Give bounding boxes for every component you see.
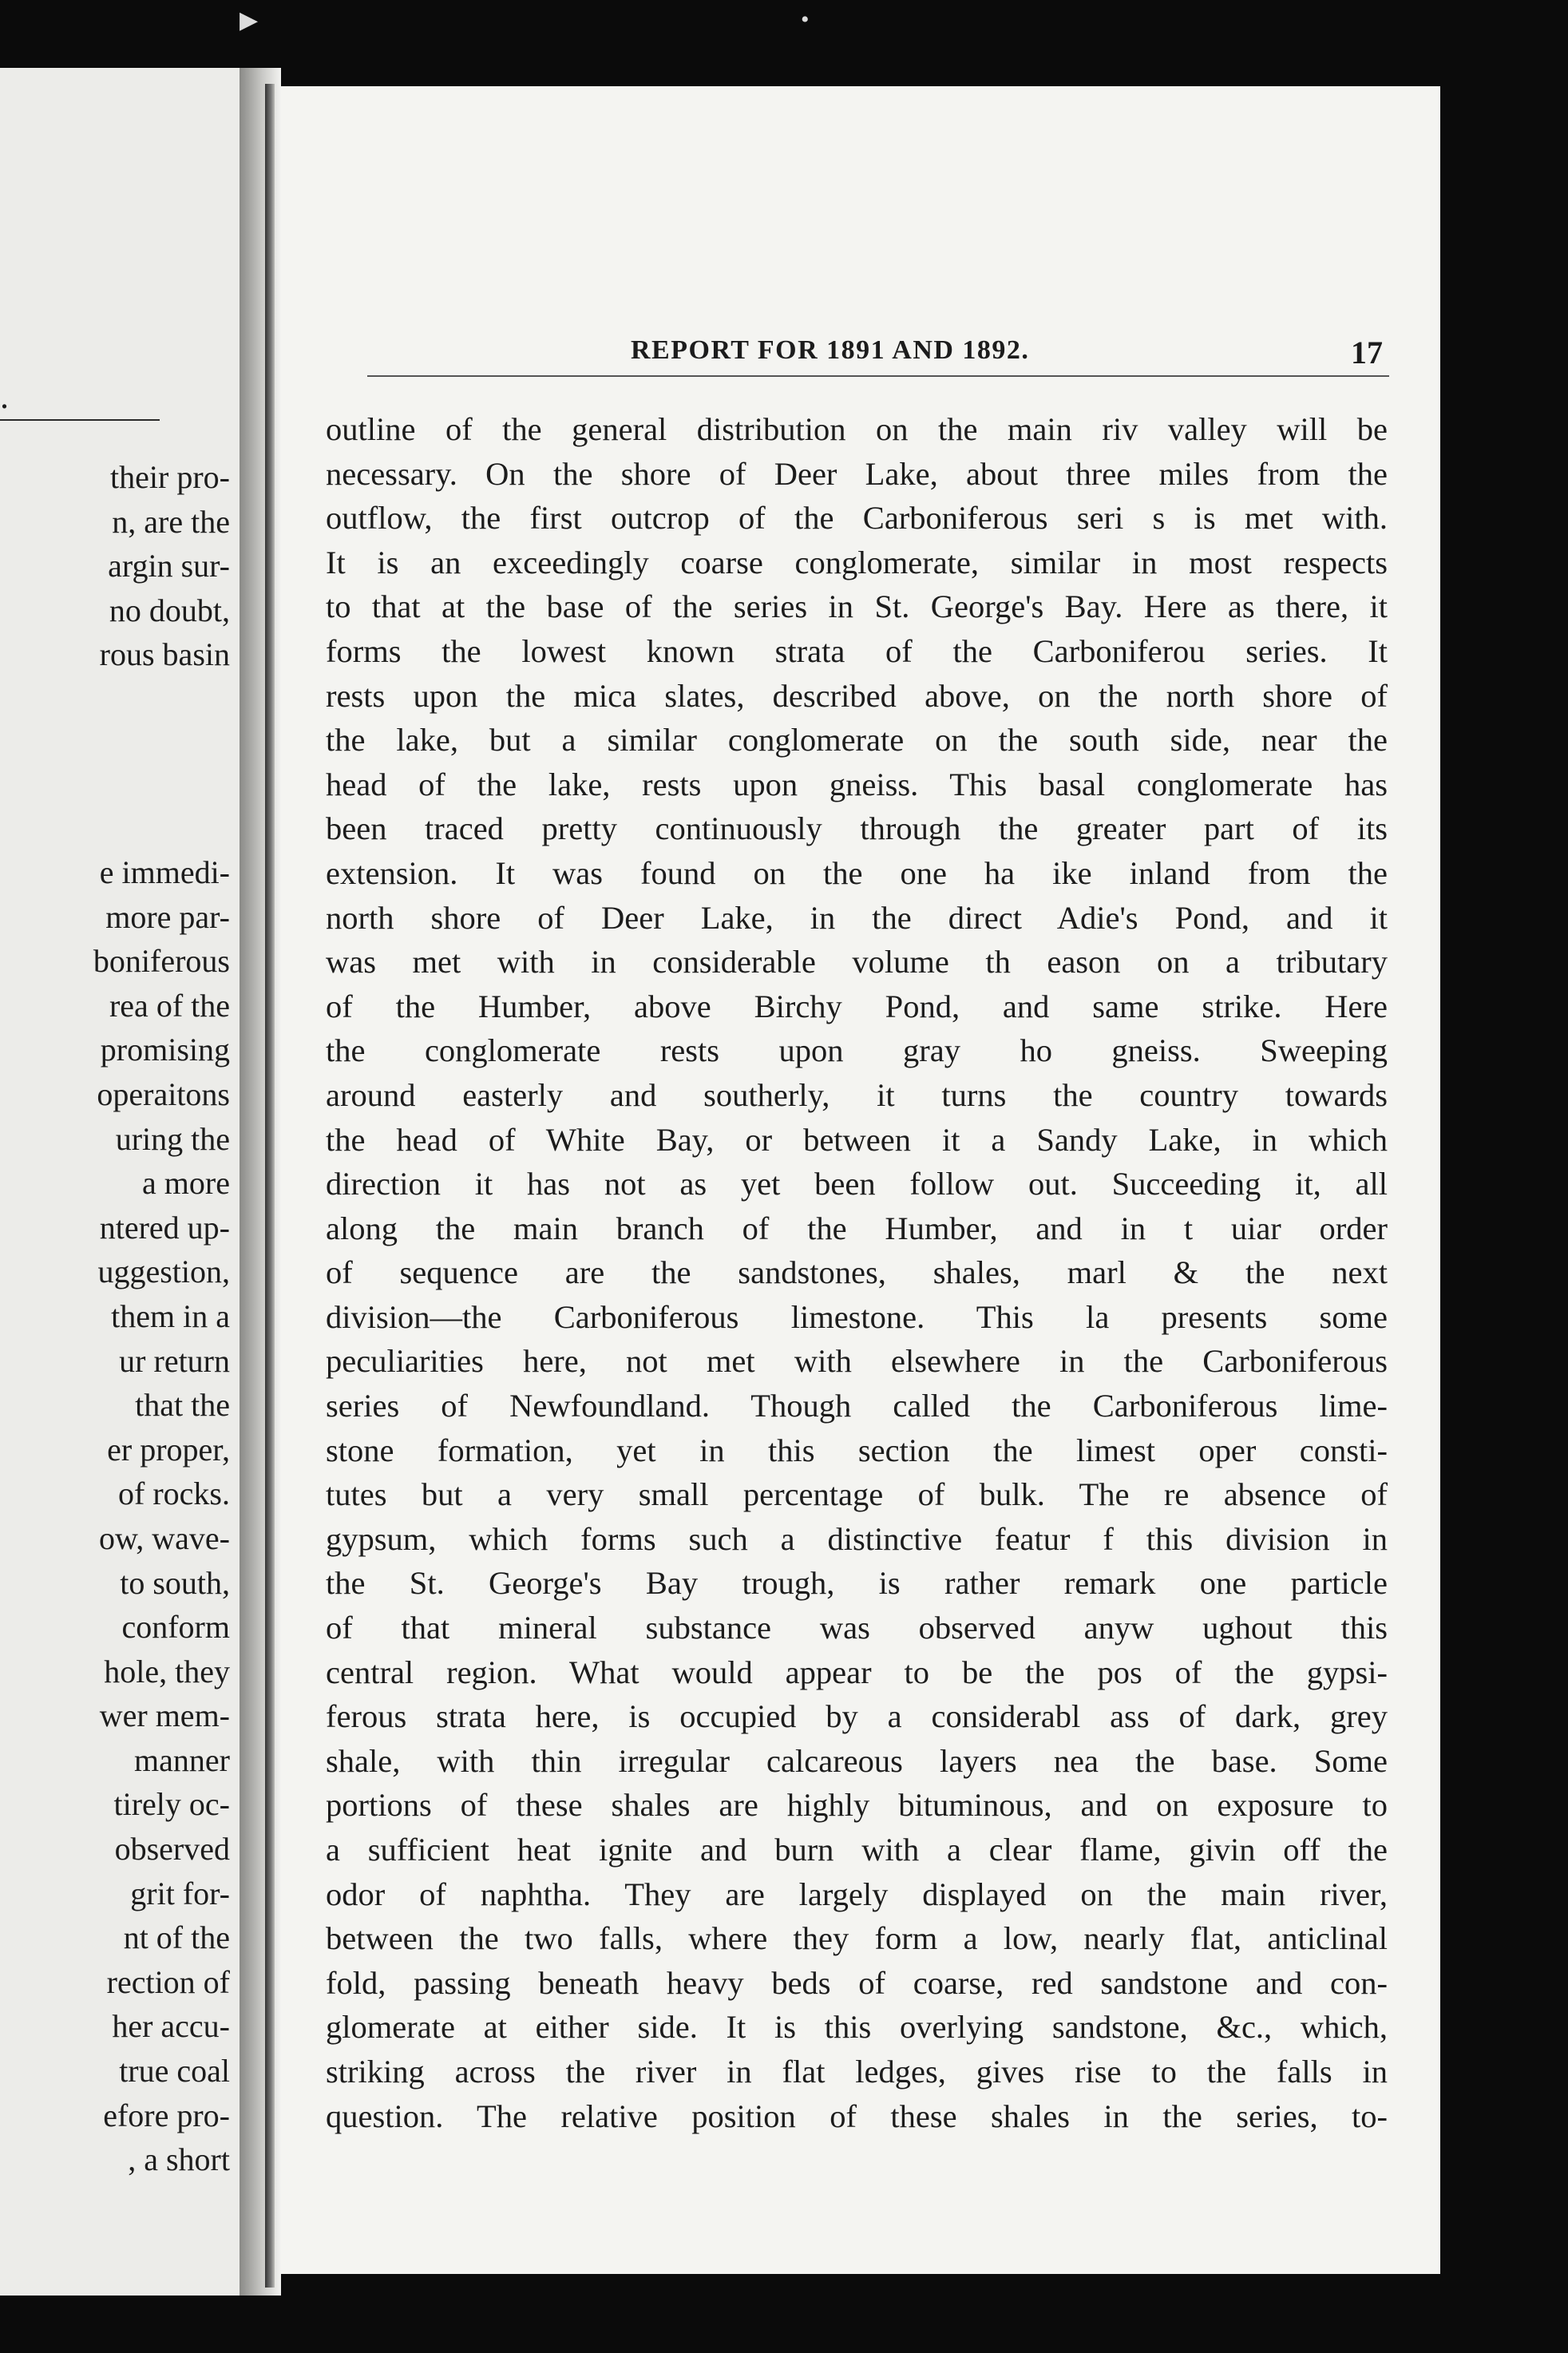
text-line: of that mineral substance was observed anyw ughout this [326, 1610, 1388, 1646]
text-line: stone formation, yet in this section the limest oper consti- [326, 1432, 1388, 1468]
left-page-line: rection of [106, 1963, 230, 2000]
left-page-line: nt of the [123, 1919, 230, 1956]
left-page-line: rea of the [109, 987, 230, 1024]
left-page-line: no doubt, [109, 592, 230, 628]
text-line: tutes but a very small percentage of bulk. The re absence of [326, 1476, 1388, 1513]
text-line: the St. George's Bay trough, is rather remark one particle [326, 1565, 1388, 1602]
left-page-line: her accu- [112, 2008, 230, 2045]
text-line: shale, with thin irregular calcareous layers nea the base. Some [326, 1742, 1388, 1779]
text-line: of sequence are the sandstones, shales, marl & the next [326, 1254, 1388, 1291]
left-page-line: grit for- [130, 1875, 230, 1911]
left-page-line: , a short [128, 2141, 230, 2178]
left-page-line: ntered up- [99, 1209, 230, 1246]
left-page-line: e immedi- [99, 854, 230, 890]
left-page-line: boniferous [93, 943, 230, 980]
text-line: series of Newfoundland. Though called the Carboniferous lime- [326, 1388, 1388, 1424]
text-line: necessary. On the shore of Deer Lake, about three miles from the [326, 455, 1388, 492]
text-line: rests upon the mica slates, described above, on the north shore of [326, 677, 1388, 714]
left-page-text-top [0, 455, 230, 677]
left-page-line: rous basin [99, 636, 230, 673]
page-number: 17 [1351, 335, 1383, 370]
text-line: outflow, the first outcrop of the Carboniferous seri s is met with. [326, 500, 1388, 537]
scan-mark-left: ▶ [240, 7, 259, 34]
text-line: around easterly and southerly, it turns the country towards [326, 1076, 1388, 1113]
left-page-line: them in a [111, 1297, 230, 1334]
text-line: was met with in considerable volume th eason on a tributary [326, 944, 1388, 980]
text-line: direction it has not as yet been follow out. Succeeding it, all [326, 1166, 1388, 1202]
text-line: fold, passing beneath heavy beds of coarse, red sandstone and con- [326, 1964, 1388, 2001]
scan-mark-right: • [801, 6, 810, 33]
binding-shadow [265, 84, 275, 2288]
text-line: ferous strata here, is occupied by a considerabl ass of dark, grey [326, 1698, 1388, 1735]
header-rule [367, 375, 1389, 377]
left-page-line: ow, wave- [98, 1519, 230, 1556]
text-line: the conglomerate rests upon gray ho gneiss. Sweeping [326, 1032, 1388, 1069]
left-page-line: observed [114, 1831, 230, 1868]
left-page-rule [0, 419, 160, 421]
left-page-line: true coal [119, 2053, 230, 2090]
left-page-line: promising [100, 1032, 230, 1068]
text-line: gypsum, which forms such a distinctive featur f this division in [326, 1520, 1388, 1557]
left-page-line: manner [134, 1741, 230, 1778]
left-page-mark: . [0, 377, 9, 416]
left-page [0, 68, 240, 2296]
header-title: REPORT FOR 1891 AND 1892. [631, 335, 1030, 365]
left-page-line: ur return [119, 1342, 230, 1379]
text-line: forms the lowest known strata of the Carboniferou series. It [326, 632, 1388, 669]
text-line: of the Humber, above Birchy Pond, and same strike. Here [326, 988, 1388, 1024]
left-page-line: argin sur- [108, 548, 230, 584]
text-line: portions of these shales are highly bituminous, and on exposure to [326, 1787, 1388, 1824]
text-line: north shore of Deer Lake, in the direct Adie's Pond, and it [326, 899, 1388, 936]
running-header [631, 335, 1389, 380]
left-page-line: to south, [120, 1564, 230, 1601]
left-page-line: that the [135, 1387, 230, 1424]
left-page-line: conform [121, 1609, 230, 1646]
left-page-line: a more [142, 1165, 230, 1202]
text-line: odor of naphtha. They are largely displayed on the main river, [326, 1876, 1388, 1912]
text-line: extension. It was found on the one ha ike inland from the [326, 854, 1388, 891]
left-page-line: wer mem- [99, 1697, 230, 1734]
left-page-line: hole, they [104, 1653, 230, 1689]
text-line: peculiarities here, not met with elsewhere in the Carboniferous [326, 1343, 1388, 1380]
text-line: the head of White Bay, or between it a Sandy Lake, in which [326, 1121, 1388, 1158]
text-line: striking across the river in flat ledges, gives rise to the falls in [326, 2053, 1388, 2090]
text-line: question. The relative position of these shales in the series, to- [326, 2097, 1388, 2134]
text-line: been traced pretty continuously through the greater part of its [326, 810, 1388, 847]
left-page-line: er proper, [107, 1431, 230, 1468]
left-page-line: tirely oc- [113, 1786, 230, 1823]
text-line: outline of the general distribution on the main riv valley will be [326, 411, 1388, 447]
left-page-line: uggestion, [97, 1254, 230, 1290]
left-page-line: n, are the [112, 503, 230, 540]
text-line: glomerate at either side. It is this overlying sandstone, &c., which, [326, 2009, 1388, 2046]
left-page-line: efore pro- [103, 2097, 230, 2133]
text-line: between the two falls, where they form a low, nearly flat, anticlinal [326, 1920, 1388, 1957]
left-page-text-bottom [0, 850, 230, 2182]
left-page-line: uring the [115, 1120, 230, 1157]
text-line: division—the Carboniferous limestone. This la presents some [326, 1298, 1388, 1335]
text-line: It is an exceedingly coarse conglomerate, similar in most respects [326, 544, 1388, 580]
left-page-line: of rocks. [118, 1476, 230, 1512]
left-page-line: their pro- [110, 459, 230, 495]
left-page-line: operaitons [97, 1075, 230, 1112]
text-line: the lake, but a similar conglomerate on the south side, near the [326, 722, 1388, 759]
text-line: a sufficient heat ignite and burn with a clear flame, givin off the [326, 1832, 1388, 1868]
text-line: to that at the base of the series in St. George's Bay. Here as there, it [326, 588, 1388, 625]
text-line: central region. What would appear to be the pos of the gypsi- [326, 1654, 1388, 1690]
left-page-line: more par- [105, 898, 230, 935]
text-line: along the main branch of the Humber, and in t uiar order [326, 1210, 1388, 1246]
text-line: head of the lake, rests upon gneiss. This basal conglomerate has [326, 766, 1388, 802]
book-gutter [240, 68, 281, 2296]
body-text [326, 407, 1388, 2138]
